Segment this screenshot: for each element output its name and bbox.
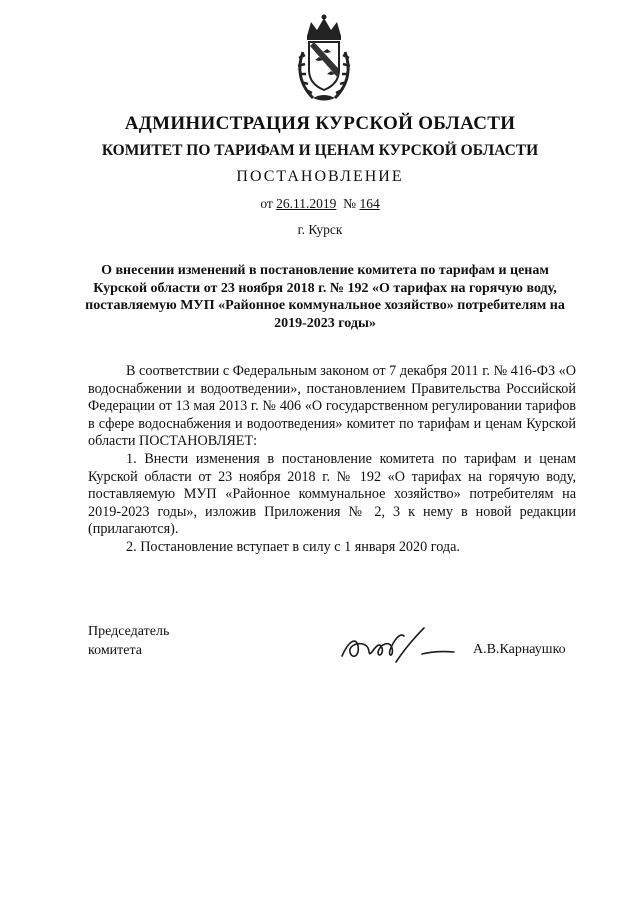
date-number-line: [0, 196, 640, 212]
signatory-title-line-2: комитета: [88, 643, 143, 658]
signatory-title: [88, 622, 169, 660]
document-body: [88, 363, 576, 557]
date-prefix: от: [260, 196, 273, 211]
document-subject: О внесении изменений в постановление комитета по тарифам и ценам Курской области от 23 ноября 2018 г. № 192 «О тарифах на горячую воду, поставляемую МУП «Районное коммунальное хозяйство» потребителям на 2019-2023 годы»: [85, 263, 565, 331]
handwritten-signature-icon: [338, 622, 458, 666]
document-type: ПОСТАНОВЛЕНИЕ: [236, 168, 404, 185]
preamble-paragraph: В соответствии с Федеральным законом от 7 декабря 2011 г. № 416-ФЗ «О водоснабжении и водоотведении», постановлением Правительства Российской Федерации от 13 мая 2013 г. № 406 «О государственном регулировании тарифов в сфере водоснабжения и водоотведения» комитет по тарифам и ценам Курской области ПОСТАНОВЛЯЕТ:: [88, 363, 576, 450]
city: г. Курск: [297, 222, 343, 237]
administration-title: АДМИНИСТРАЦИЯ КУРСКОЙ ОБЛАСТИ: [124, 113, 516, 134]
committee-title: КОМИТЕТ ПО ТАРИФАМ И ЦЕНАМ КУРСКОЙ ОБЛАСТИ: [101, 142, 539, 159]
item-2-paragraph: 2. Постановление вступает в силу с 1 января 2020 года.: [126, 538, 460, 555]
document-number: 164: [359, 196, 380, 211]
coat-of-arms-icon: [293, 12, 355, 104]
item-1-paragraph: 1. Внести изменения в постановление комитета по тарифам и ценам Курской области от 23 ноября 2018 г. № 192 «О тарифах на горячую воду, поставляемую МУП «Районное коммунальное хозяйство» потребителям на 2019-2023 годы», изложив Приложения № 2, 3 к нему в новой редакции (прилагаются).: [88, 450, 576, 538]
signatory-title-line-1: Председатель: [88, 624, 170, 639]
document-date: 26.11.2019: [276, 196, 337, 211]
number-prefix: №: [343, 196, 357, 211]
signatory-name: А.В.Карнаушко: [473, 642, 566, 657]
